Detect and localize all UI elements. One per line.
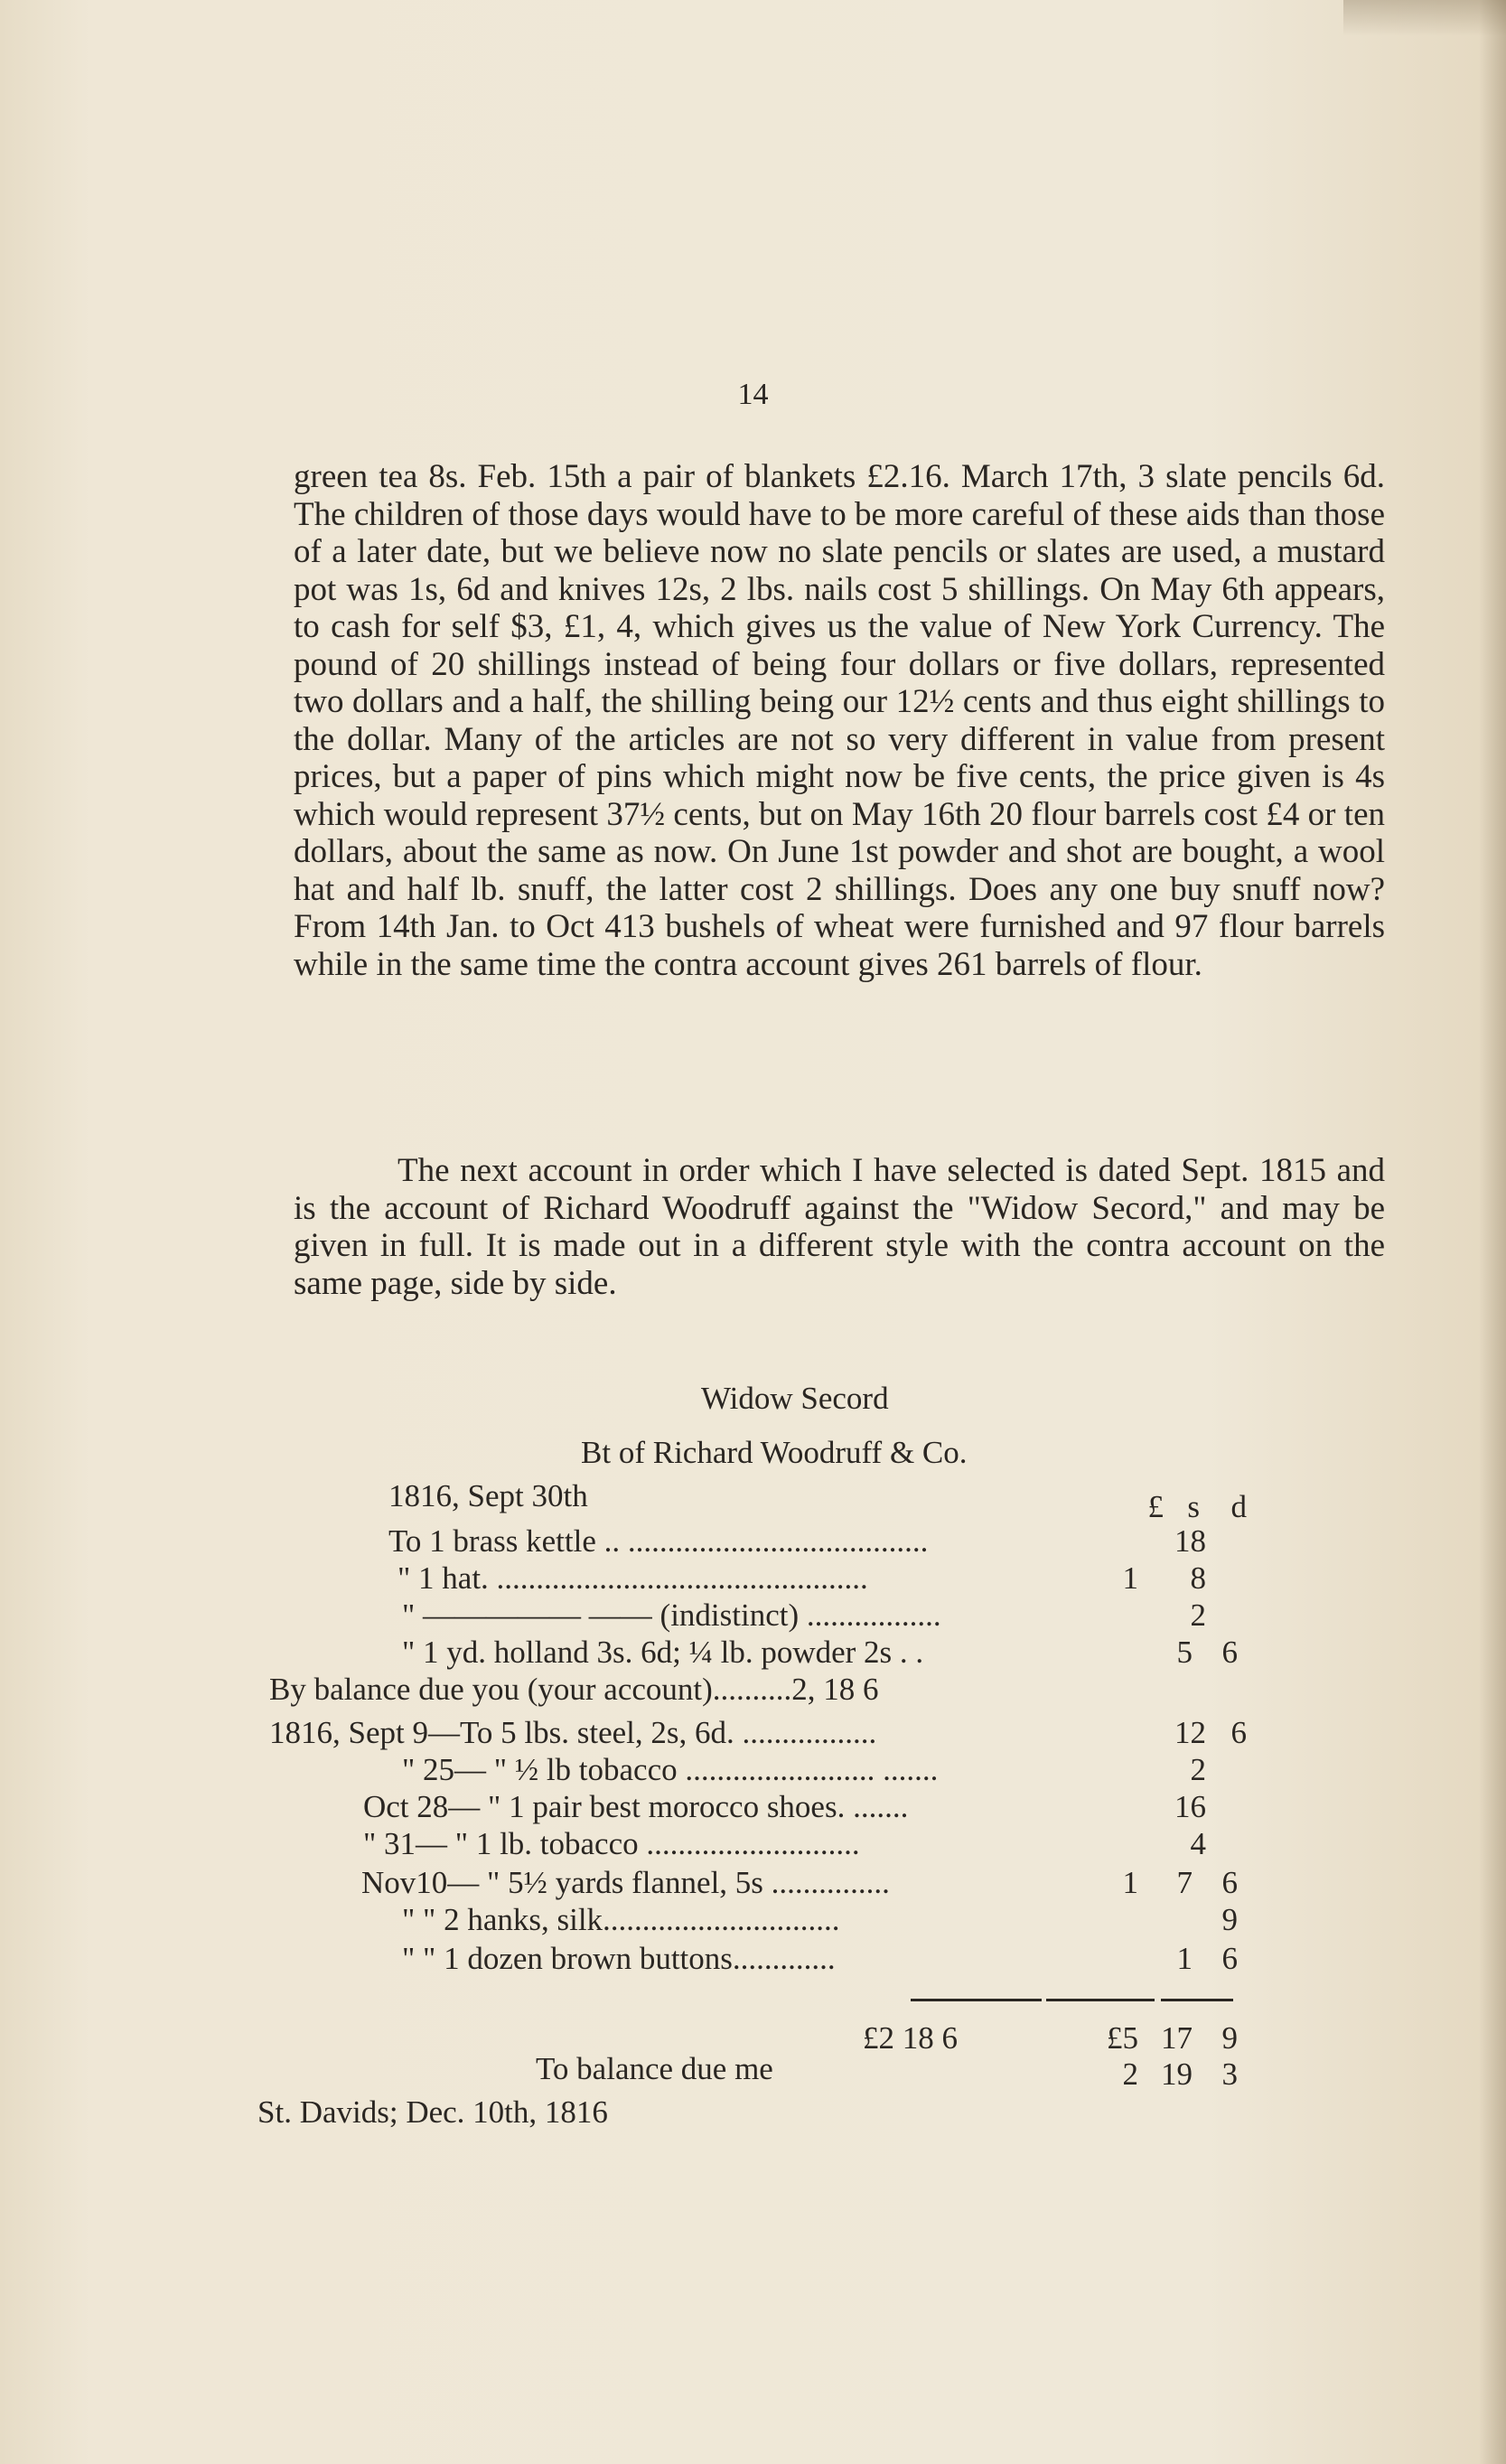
ledger-line-pence: 6 bbox=[1221, 1635, 1238, 1670]
shillings-header: s bbox=[1187, 1489, 1200, 1524]
ledger-line-text: " " 2 hanks, silk.............................. bbox=[402, 1902, 840, 1937]
contra-total: £2 18 6 bbox=[863, 2020, 958, 2056]
balance-pence: 3 bbox=[1221, 2056, 1238, 2092]
account-date-line: 1816, Sept 30th bbox=[388, 1478, 588, 1513]
ledger-line-shillings: 16 bbox=[1174, 1789, 1206, 1824]
account-subheading: Bt of Richard Woodruff & Co. bbox=[581, 1435, 968, 1470]
ledger-line-pence: 6 bbox=[1230, 1715, 1247, 1750]
ledger-line-text: By balance due you (your account)..........2, 18 6 bbox=[269, 1672, 879, 1707]
ledger-line-pounds: 1 bbox=[1122, 1560, 1138, 1596]
ledger-line-text: Nov10— " 5½ yards flannel, 5s ............... bbox=[361, 1865, 890, 1900]
ledger-line-shillings: 2 bbox=[1190, 1752, 1206, 1787]
ledger-line-shillings: 1 bbox=[1176, 1941, 1193, 1976]
contra-total-rule bbox=[911, 1999, 1042, 2001]
ledger-line-text: " 1 yd. holland 3s. 6d; ¼ lb. powder 2s . . bbox=[402, 1635, 924, 1670]
ledger-line-text: " ————— —— (indistinct) ................. bbox=[402, 1597, 941, 1633]
balance-label: To balance due me bbox=[536, 2051, 773, 2086]
pence-header: d bbox=[1230, 1489, 1247, 1524]
ledger-line-shillings: 12 bbox=[1174, 1715, 1206, 1750]
ledger-line-text: " 25— " ½ lb tobacco ........................ ....... bbox=[402, 1752, 939, 1787]
ledger-line-shillings: 5 bbox=[1176, 1635, 1193, 1670]
ledger-line-pence: 9 bbox=[1221, 1902, 1238, 1937]
page-number: 14 bbox=[737, 378, 769, 411]
ledger-line-pounds: 1 bbox=[1122, 1865, 1138, 1900]
total-rule-2 bbox=[1161, 1999, 1233, 2001]
ledger-line-text: " 1 hat. ............................................... bbox=[398, 1560, 868, 1596]
ledger-line-shillings: 4 bbox=[1190, 1826, 1206, 1861]
paragraph-2: The next account in order which I have selected is dated Sept. 1815 and is the account of Richard Woodruff against the "Widow Secord," and may be given in full. It is made out in a different style with the contra account on the same page, side by side. bbox=[294, 1152, 1385, 1302]
ledger-line-shillings: 2 bbox=[1190, 1597, 1206, 1633]
ledger-line-text: " " 1 dozen brown buttons............. bbox=[402, 1941, 836, 1976]
ledger-line-text: 1816, Sept 9—To 5 lbs. steel, 2s, 6d. ................. bbox=[269, 1715, 877, 1750]
place-and-date: St. Davids; Dec. 10th, 1816 bbox=[257, 2094, 608, 2130]
ledger-line-pence: 6 bbox=[1221, 1865, 1238, 1900]
paragraph-1: green tea 8s. Feb. 15th a pair of blankets £2.16. March 17th, 3 slate pencils 6d. The children of those days would have to be more careful of these aids than those of a later date, but we believe now no slate pencils or slates are used, a mustard pot was 1s, 6d and knives 12s, 2 lbs. nails cost 5 shillings. On May 6th appears, to cash for self $3, £1, 4, which gives us the value of New York Currency. The pound of 20 shillings instead of being four dollars or five dollars, represented two dollars and a half, the shilling being our 12½ cents and thus eight shillings to the dollar. Many of the articles are not so very different in value from present prices, but a paper of pins which might now be five cents, the price given is 4s which would represent 37½ cents, but on May 16th 20 flour barrels cost £4 or ten dollars, about the same as now. On June 1st powder and shot are bought, a wool hat and half lb. snuff, the latter cost 2 shillings. Does any one buy snuff now? From 14th Jan. to Oct 413 bushels of wheat were furnished and 97 flour barrels while in the same time the contra account gives 261 barrels of flour. bbox=[294, 458, 1385, 983]
total-rule-1 bbox=[1046, 1999, 1155, 2001]
ledger-line-shillings: 8 bbox=[1190, 1560, 1206, 1596]
balance-pounds: 2 bbox=[1122, 2056, 1138, 2092]
balance-shillings: 19 bbox=[1161, 2056, 1193, 2092]
ledger-line-text: Oct 28— " 1 pair best morocco shoes. ....... bbox=[363, 1789, 909, 1824]
ledger-line-shillings: 18 bbox=[1174, 1523, 1206, 1559]
ledger-line-shillings: 7 bbox=[1176, 1865, 1193, 1900]
ledger-line-text: To 1 brass kettle .. ...................................... bbox=[388, 1523, 929, 1559]
pounds-header: £ bbox=[1147, 1489, 1164, 1524]
total-pence: 9 bbox=[1221, 2020, 1238, 2056]
account-heading: Widow Secord bbox=[701, 1381, 889, 1416]
ledger-line-text: " 31— " 1 lb. tobacco ........................... bbox=[363, 1826, 860, 1861]
ledger-line-pence: 6 bbox=[1221, 1941, 1238, 1976]
total-shillings: 17 bbox=[1161, 2020, 1193, 2056]
total-pounds: £5 bbox=[1107, 2020, 1138, 2056]
